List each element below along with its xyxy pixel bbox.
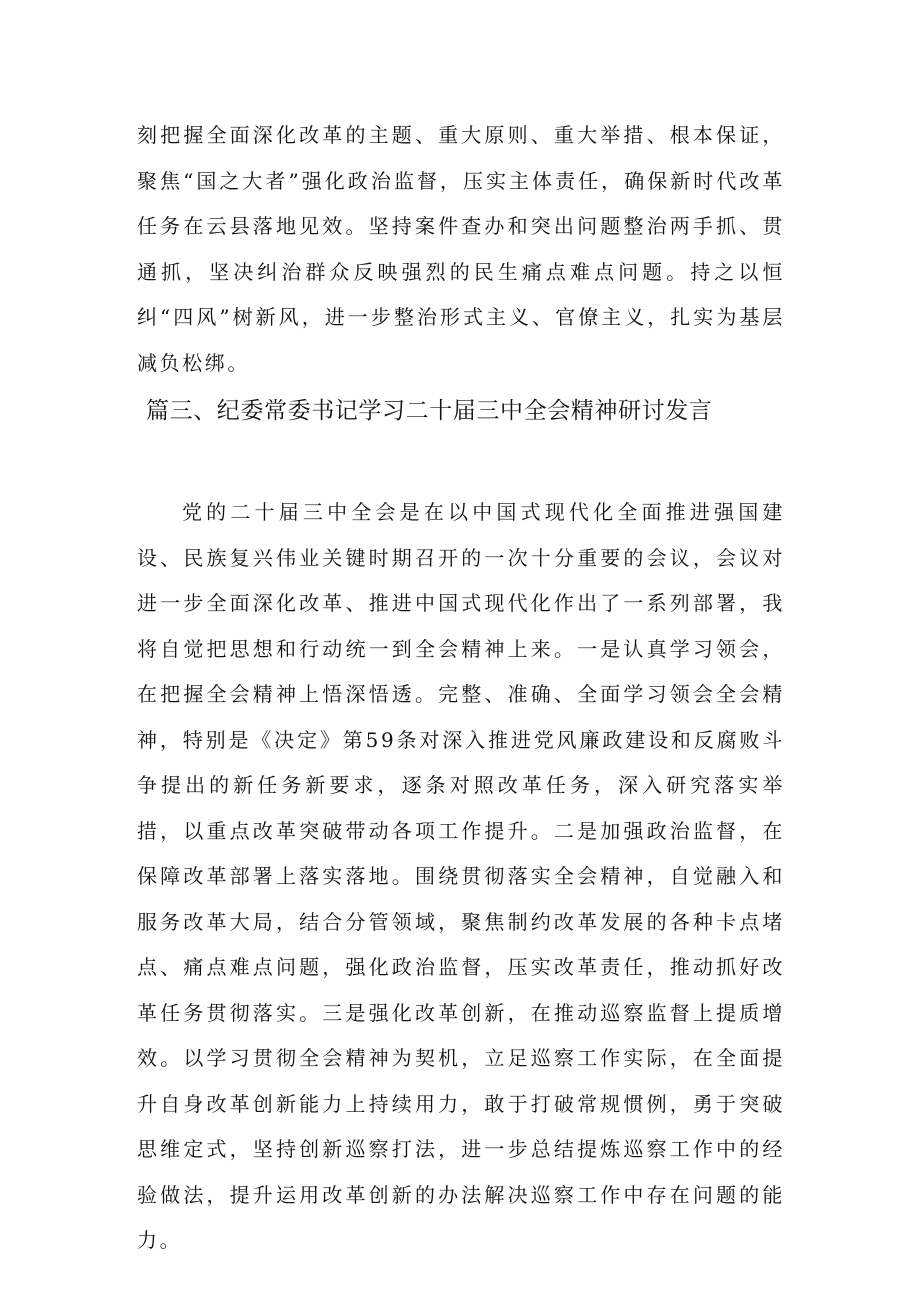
section-title: 篇三、纪委常委书记学习二十届三中全会精神研讨发言: [146, 398, 713, 424]
body-paragraph: 党的二十届三中全会是在以中国式现代化全面推进强国建设、民族复兴伟业关键时期召开的一次十分重要的会议，会议对进一步全面深化改革、推进中国式现代化作出了一系列部署，我将自觉把思想和行动统一到全会精神上来。一是认真学习领会，在把握全会精神上悟深悟透。完整、准确、全面学习领会全会精神，特别是《决定》第59条对深入推进党风廉政建设和反腐败斗争提出的新任务新要求，逐条对照改革任务，深入研究落实举措，以重点改革突破带动各项工作提升。二是加强政治监督，在保障改革部署上落实落地。围绕贯彻落实全会精神，自觉融入和服务改革大局，结合分管领域，聚焦制约改革发展的各种卡点堵点、痛点难点问题，强化政治监督，压实改革责任，推动抓好改革任务贯彻落实。三是强化改革创新，在推动巡察监督上提质增效。以学习贯彻全会精神为契机，立足巡察工作实际，在全面提升自身改革创新能力上持续用力，敢于打破常规惯例，勇于突破思维定式，坚持创新巡察打法，进一步总结提炼巡察工作中的经验做法，提升运用改革创新的办法解决巡察工作中存在问题的能力。: [137, 500, 785, 1252]
continued-paragraph: 刻把握全面深化改革的主题、重大原则、重大举措、根本保证，聚焦“国之大者”强化政治监督，压实主体责任，确保新时代改革任务在云县落地见效。坚持案件查办和突出问题整治两手抓、贯通抓，坚决纠治群众反映强烈的民生痛点难点问题。持之以恒纠“四风”树新风，进一步整治形式主义、官僚主义，扎实为基层减负松绑。: [137, 123, 785, 375]
